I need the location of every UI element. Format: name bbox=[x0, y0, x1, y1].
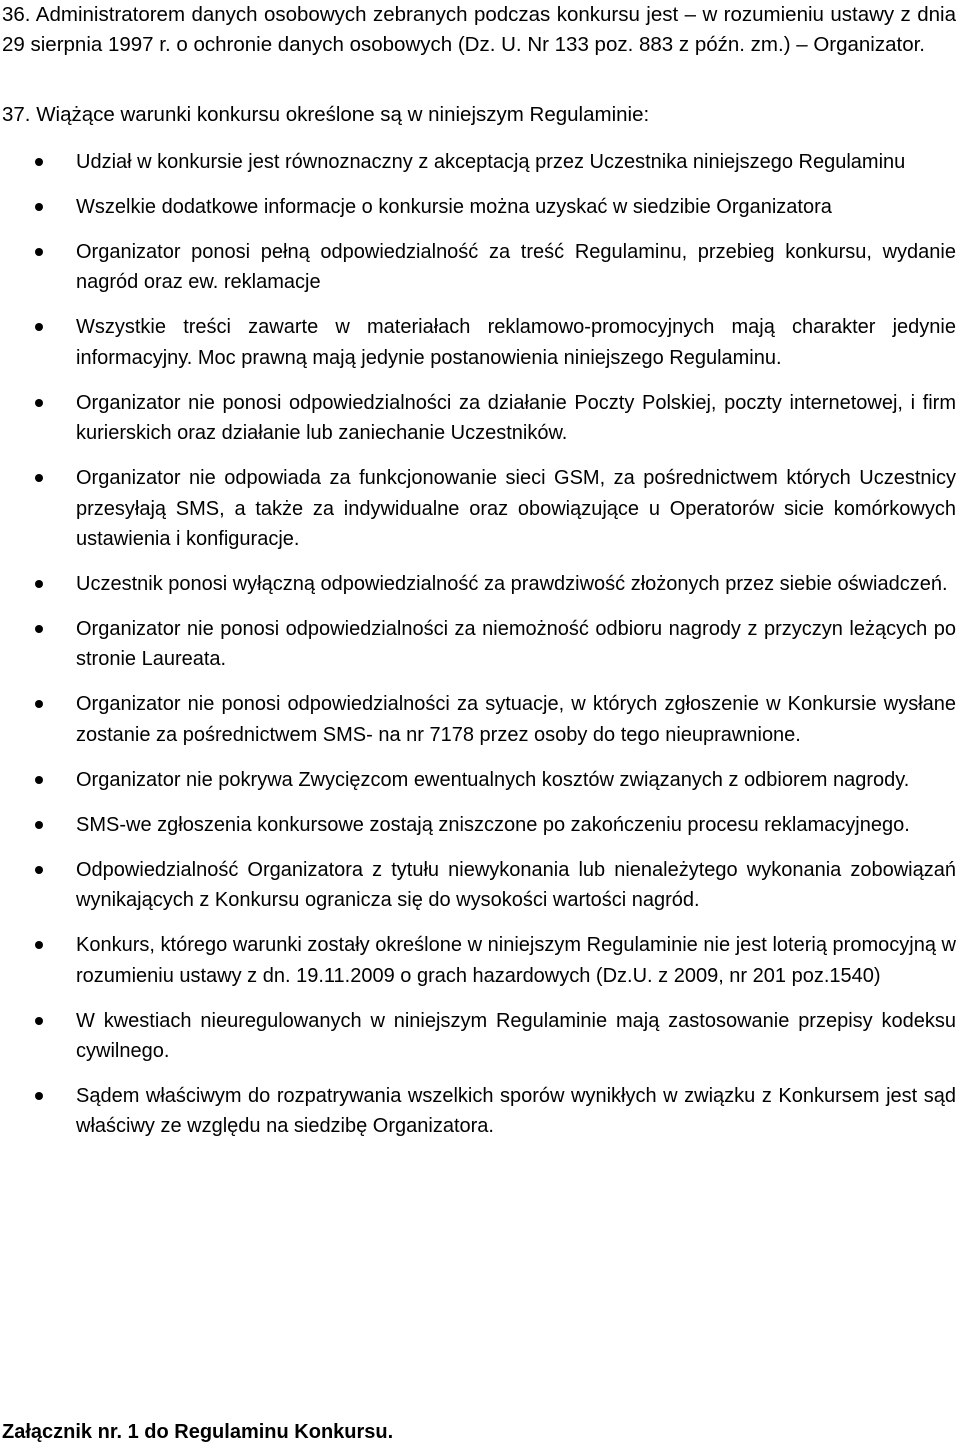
list-item-text: SMS-we zgłoszenia konkursowe zostają zniszczone po zakończeniu procesu reklamacyjnego. bbox=[76, 813, 910, 836]
list-item bbox=[0, 1006, 956, 1067]
list-item bbox=[0, 614, 956, 675]
bullet-icon bbox=[35, 399, 43, 407]
point-36 bbox=[2, 0, 956, 60]
list-item bbox=[0, 388, 956, 449]
list-item-text: Organizator ponosi pełną odpowiedzialność za treść Regulaminu, przebieg konkursu, wydanie nagród oraz ew. reklamacje bbox=[76, 241, 956, 294]
bullet-icon bbox=[35, 203, 43, 211]
list-item-text: Konkurs, którego warunki zostały określone w niniejszym Regulaminie nie jest loterią promocyjną w rozumieniu ustawy z dn. 19.11.2009 o grach hazardowych (Dz.U. z 2009, nr 201 poz.1540) bbox=[76, 934, 956, 987]
bullet-icon bbox=[35, 580, 43, 588]
list-item bbox=[0, 463, 956, 554]
list-item bbox=[0, 930, 956, 991]
bullet-icon bbox=[35, 248, 43, 256]
point-36-number: 36. bbox=[2, 3, 31, 26]
list-item bbox=[0, 147, 956, 177]
bullet-icon bbox=[35, 941, 43, 949]
bullet-icon bbox=[35, 776, 43, 784]
list-item bbox=[0, 237, 956, 298]
point-37-text: Wiążące warunki konkursu określone są w niniejszym Regulaminie: bbox=[36, 103, 650, 126]
list-item-text: Wszelkie dodatkowe informacje o konkursie można uzyskać w siedzibie Organizatora bbox=[76, 196, 832, 218]
bullet-icon bbox=[35, 474, 43, 482]
bullet-icon bbox=[35, 1017, 43, 1025]
list-item bbox=[0, 765, 956, 795]
list-item-text: Organizator nie ponosi odpowiedzialności za sytuacje, w których zgłoszenie w Konkursie wysłane zostanie za pośrednictwem SMS- na nr 7178 przez osoby do tego nieuprawnione. bbox=[76, 693, 956, 746]
list-item-text: Organizator nie ponosi odpowiedzialności za działanie Poczty Polskiej, poczty internetowej, i firm kurierskich oraz działanie lub zaniechanie Uczestników. bbox=[76, 391, 956, 445]
list-item bbox=[0, 810, 956, 840]
list-item bbox=[0, 689, 956, 750]
list-item bbox=[0, 569, 956, 599]
bullet-icon bbox=[35, 1092, 43, 1100]
bullet-icon bbox=[35, 323, 43, 331]
bullet-icon bbox=[35, 625, 43, 633]
point-37-number: 37. bbox=[2, 103, 31, 126]
appendix-heading: Załącznik nr. 1 do Regulaminu Konkursu. bbox=[2, 1421, 394, 1443]
list-item bbox=[0, 1081, 956, 1142]
list-item bbox=[0, 312, 956, 373]
list-item-text: Organizator nie odpowiada za funkcjonowanie sieci GSM, za pośrednictwem których Uczestnicy przesyłają SMS, a także za indywidualne oraz obowiązujące u Operatorów sicie komórkowych ustawienia i konfiguracje. bbox=[76, 467, 956, 551]
list-item-text: Udział w konkursie jest równoznaczny z akceptacją przez Uczestnika niniejszego Regulaminu bbox=[76, 151, 906, 173]
list-item-text: Uczestnik ponosi wyłączną odpowiedzialność za prawdziwość złożonych przez siebie oświadczeń. bbox=[76, 573, 948, 596]
point-37 bbox=[2, 100, 956, 130]
bullet-icon bbox=[35, 821, 43, 829]
bullet-icon bbox=[35, 700, 43, 708]
point-36-text: Administratorem danych osobowych zebranych podczas konkursu jest – w rozumieniu ustawy z dnia 29 sierpnia 1997 r. o ochronie danych osobowych (Dz. U. Nr 133 poz. 883 z późn. zm.) – Organizator. bbox=[2, 3, 956, 56]
list-item-text: Organizator nie ponosi odpowiedzialności za niemożność odbioru nagrody z przyczyn leżących po stronie Laureata. bbox=[76, 618, 956, 671]
bullet-icon bbox=[35, 158, 43, 166]
list-item-text: Sądem właściwym do rozpatrywania wszelkich sporów wynikłych w związku z Konkursem jest sąd właściwy ze względu na siedzibę Organizatora. bbox=[76, 1085, 956, 1138]
list-item-text: Wszystkie treści zawarte w materiałach reklamowo-promocyjnych mają charakter jedynie informacyjny. Moc prawną mają jedynie postanowienia niniejszego Regulaminu. bbox=[76, 316, 956, 369]
list-item bbox=[0, 192, 956, 222]
bullet-icon bbox=[35, 866, 43, 874]
conditions-list bbox=[0, 147, 956, 1156]
list-item-text: Odpowiedzialność Organizatora z tytułu niewykonania lub nienależytego wykonania zobowiązań wynikających z Konkursu ogranicza się do wysokości wartości nagród. bbox=[76, 858, 956, 912]
list-item-text: W kwestiach nieuregulowanych w niniejszym Regulaminie mają zastosowanie przepisy kodeksu cywilnego. bbox=[76, 1009, 956, 1063]
list-item-text: Organizator nie pokrywa Zwycięzcom ewentualnych kosztów związanych z odbiorem nagrody. bbox=[76, 768, 910, 791]
list-item bbox=[0, 855, 956, 916]
